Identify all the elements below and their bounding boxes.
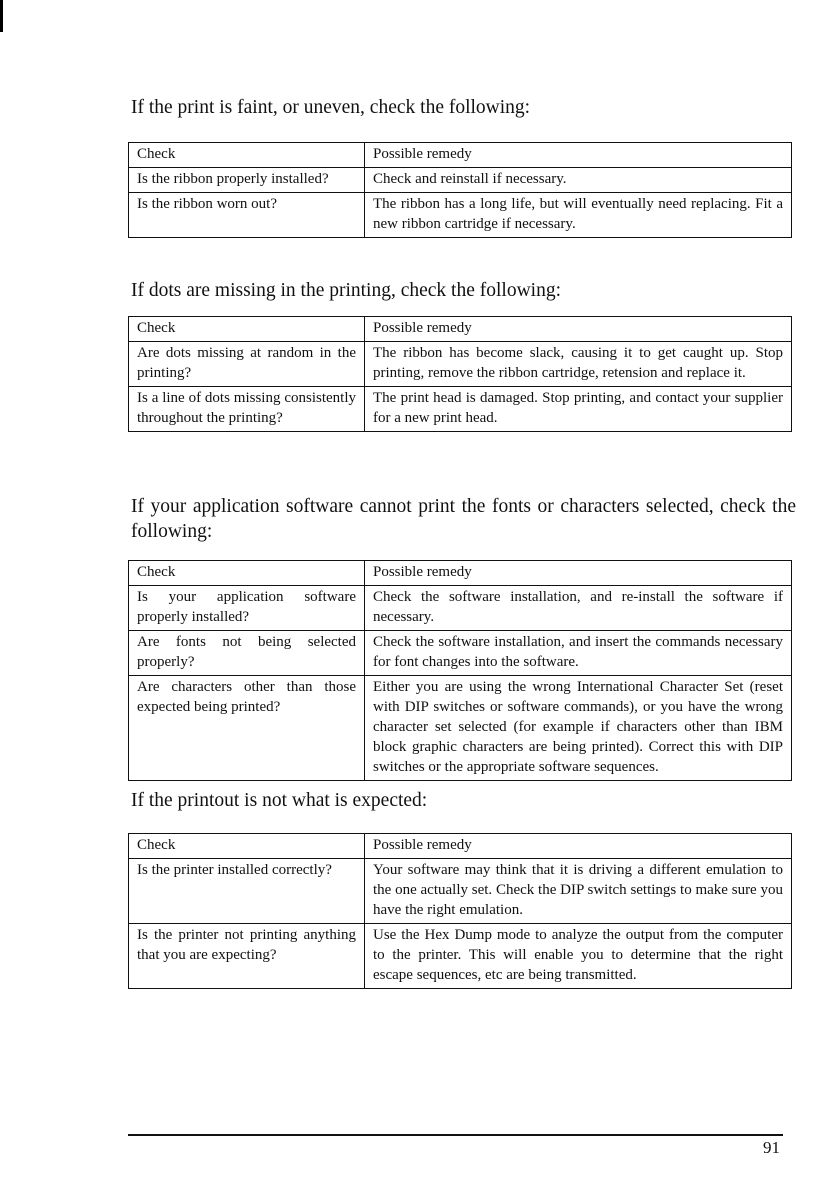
- check-cell: Are characters other than those expected being printed?: [129, 676, 365, 781]
- remedy-cell: Your software may think that it is driving a different emulation to the one actually set. Check the DIP switch settings to make sure you have the right emulation.: [365, 859, 792, 924]
- troubleshooting-table: [128, 833, 792, 989]
- table-header-row: [129, 317, 792, 342]
- footer-rule: [128, 1134, 783, 1136]
- remedy-cell: Check and reinstall if necessary.: [365, 168, 792, 193]
- remedy-cell: The ribbon has a long life, but will eventually need replacing. Fit a new ribbon cartridge if necessary.: [365, 193, 792, 238]
- header-check: Check: [129, 317, 365, 342]
- table-row: [129, 342, 792, 387]
- section-heading: If the print is faint, or uneven, check the following:: [131, 97, 531, 118]
- section-heading: If your application software cannot print the fonts or characters selected, check the following:: [131, 496, 796, 542]
- header-remedy: Possible remedy: [365, 834, 792, 859]
- header-check: Check: [129, 834, 365, 859]
- check-cell: Is your application software properly installed?: [129, 586, 365, 631]
- table-row: [129, 924, 792, 989]
- table-row: [129, 676, 792, 781]
- troubleshooting-table: [128, 560, 792, 781]
- check-cell: Is the printer not printing anything that you are expecting?: [129, 924, 365, 989]
- page-number: 91: [763, 1138, 780, 1157]
- header-check: Check: [129, 561, 365, 586]
- header-remedy: Possible remedy: [365, 317, 792, 342]
- check-cell: Are dots missing at random in the printing?: [129, 342, 365, 387]
- section-heading: If the printout is not what is expected:: [131, 790, 428, 811]
- remedy-cell: Check the software installation, and insert the commands necessary for font changes into the software.: [365, 631, 792, 676]
- section-heading: If dots are missing in the printing, check the following:: [131, 280, 561, 301]
- table-row: [129, 193, 792, 238]
- table-header-row: [129, 143, 792, 168]
- table-header-row: [129, 561, 792, 586]
- remedy-cell: Use the Hex Dump mode to analyze the output from the computer to the printer. This will enable you to determine that the right escape sequences, etc are being transmitted.: [365, 924, 792, 989]
- header-check: Check: [129, 143, 365, 168]
- scan-edge-mark: [0, 0, 3, 32]
- table-header-row: [129, 834, 792, 859]
- header-remedy: Possible remedy: [365, 143, 792, 168]
- table-row: [129, 387, 792, 432]
- table-row: [129, 586, 792, 631]
- table-row: [129, 168, 792, 193]
- check-cell: Is a line of dots missing consistently throughout the printing?: [129, 387, 365, 432]
- troubleshooting-table: [128, 316, 792, 432]
- table-row: [129, 631, 792, 676]
- check-cell: Are fonts not being selected properly?: [129, 631, 365, 676]
- remedy-cell: The print head is damaged. Stop printing, and contact your supplier for a new print head.: [365, 387, 792, 432]
- check-cell: Is the printer installed correctly?: [129, 859, 365, 924]
- check-cell: Is the ribbon worn out?: [129, 193, 365, 238]
- remedy-cell: Either you are using the wrong International Character Set (reset with DIP switches or software commands), or you have the wrong character set selected (for example if characters other than IBM block graphic characters are being printed). Correct this with DIP switches or the appropriate software sequences.: [365, 676, 792, 781]
- remedy-cell: The ribbon has become slack, causing it to get caught up. Stop printing, remove the ribbon cartridge, retension and replace it.: [365, 342, 792, 387]
- troubleshooting-table: [128, 142, 792, 238]
- table-row: [129, 859, 792, 924]
- remedy-cell: Check the software installation, and re-install the software if necessary.: [365, 586, 792, 631]
- header-remedy: Possible remedy: [365, 561, 792, 586]
- check-cell: Is the ribbon properly installed?: [129, 168, 365, 193]
